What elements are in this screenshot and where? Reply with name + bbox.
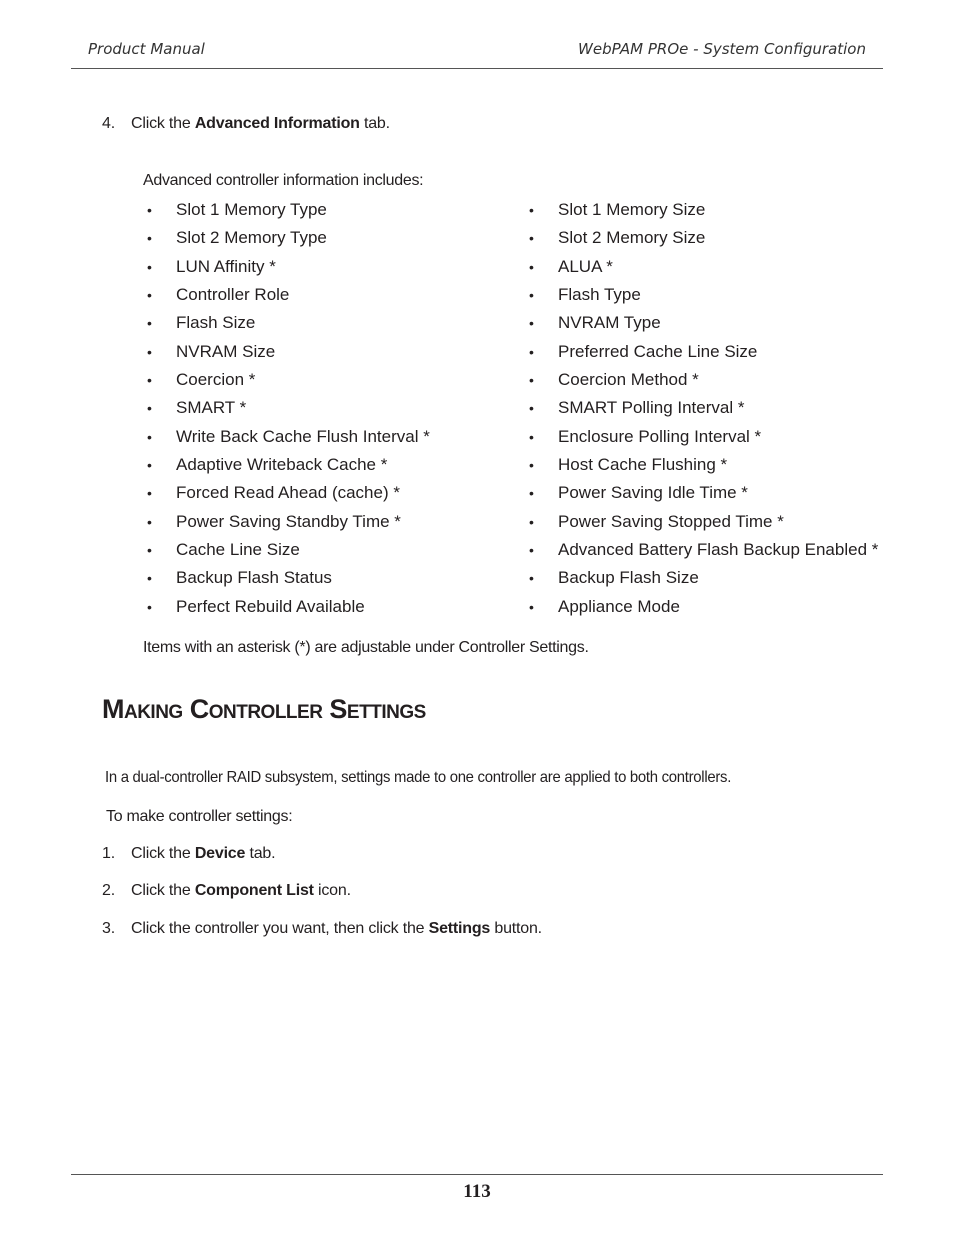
bullet-icon: •	[529, 513, 534, 530]
step-text-post: icon.	[313, 882, 351, 899]
footer-rule	[71, 1174, 883, 1175]
bullet-icon: •	[147, 542, 152, 559]
list-item-text: Coercion *	[176, 370, 256, 390]
bullet-icon: •	[529, 372, 534, 389]
step-number: 2.	[102, 882, 115, 899]
list-item-text: SMART *	[176, 398, 247, 418]
list-item-text: Slot 2 Memory Size	[558, 228, 706, 248]
step-text-bold: Device	[194, 845, 246, 862]
header-rule	[71, 68, 883, 69]
step-number: 3.	[102, 920, 115, 937]
asterisk-note: Items with an asterisk (*) are adjustable under Controller Settings.	[143, 639, 589, 656]
intro-text: Advanced controller information includes:	[143, 172, 424, 189]
bullet-icon: •	[147, 570, 152, 587]
step-text-bold: Advanced Information	[194, 115, 360, 132]
bullet-icon: •	[529, 428, 534, 445]
bullet-icon: •	[529, 598, 534, 615]
step-text-pre: Click the	[131, 845, 195, 862]
list-item-text: Flash Type	[558, 285, 641, 305]
list-item-text: Backup Flash Status	[176, 568, 332, 588]
bullet-icon: •	[529, 485, 534, 502]
list-item-text: Coercion Method *	[558, 370, 699, 390]
bullet-icon: •	[529, 570, 534, 587]
list-item-text: Slot 1 Memory Size	[558, 200, 706, 219]
section-paragraph: In a dual-controller RAID subsystem, settings made to one controller are applied to both controllers.	[105, 769, 732, 786]
step-number: 4.	[102, 115, 115, 132]
bullet-icon: •	[529, 287, 534, 304]
list-item-text: NVRAM Size	[176, 341, 276, 361]
bullet-icon: •	[147, 457, 152, 474]
bullet-icon: •	[147, 428, 152, 445]
bullet-icon: •	[147, 230, 152, 247]
running-header-left: Product Manual	[88, 40, 205, 58]
list-item-text: Forced Read Ahead (cache) *	[176, 483, 400, 503]
bullet-icon: •	[529, 230, 534, 247]
page-number: 113	[463, 1181, 491, 1202]
list-item-text: Appliance Mode	[558, 596, 680, 616]
bullet-icon: •	[529, 315, 534, 332]
list-item-text: Advanced Battery Flash Backup Enabled *	[558, 540, 879, 560]
list-item-text: Perfect Rebuild Available	[176, 596, 365, 616]
list-item-text: NVRAM Type	[558, 313, 661, 333]
bullet-icon: •	[529, 400, 534, 417]
step-text-post: button.	[490, 920, 542, 937]
bullet-icon: •	[529, 343, 534, 360]
list-item-text: Flash Size	[176, 313, 256, 333]
list-item-text: Slot 2 Memory Type	[176, 228, 327, 248]
step-text-bold: Settings	[428, 920, 491, 937]
list-item-text: LUN Affinity *	[176, 256, 276, 276]
bullet-icon: •	[529, 258, 534, 275]
bullet-icon: •	[529, 202, 534, 218]
list-item-text: SMART Polling Interval *	[558, 398, 745, 418]
list-item-text: Power Saving Idle Time *	[558, 483, 748, 503]
step-text-post: tab.	[359, 115, 390, 132]
list-item-text: Power Saving Standby Time *	[176, 511, 401, 531]
bullet-icon: •	[147, 315, 152, 332]
list-item-text: Controller Role	[176, 285, 290, 305]
list-item-text: Host Cache Flushing *	[558, 455, 728, 475]
step-text-pre: Click the	[131, 882, 195, 899]
bullet-icon: •	[147, 258, 152, 275]
step-number: 1.	[102, 845, 115, 862]
step-text-pre: Click the	[131, 115, 195, 132]
bullet-icon: •	[147, 202, 152, 218]
running-header-right: WebPAM PROe - System Configuration	[578, 40, 866, 58]
step-text-bold: Component List	[194, 882, 314, 899]
step-text	[131, 845, 275, 863]
step-text	[131, 920, 542, 938]
list-item-text: Write Back Cache Flush Interval *	[176, 426, 430, 446]
list-item-text: Power Saving Stopped Time *	[558, 511, 784, 531]
bullet-icon: •	[147, 400, 152, 417]
step-text	[131, 115, 390, 133]
list-item-text: Slot 1 Memory Type	[176, 200, 327, 219]
list-item-text: ALUA *	[558, 256, 613, 276]
list-item-text: Preferred Cache Line Size	[558, 341, 758, 361]
section-paragraph-lead: To make controller settings:	[106, 808, 293, 825]
list-item-text: Backup Flash Size	[558, 568, 699, 588]
list-item-text: Enclosure Polling Interval *	[558, 426, 762, 446]
list-item-text: Adaptive Writeback Cache *	[176, 455, 388, 475]
bullet-icon: •	[147, 598, 152, 615]
step-text-post: tab.	[245, 845, 276, 862]
step-text-pre: Click the controller you want, then click the	[131, 920, 429, 937]
bullet-icon: •	[147, 372, 152, 389]
step-text	[131, 882, 351, 900]
section-heading: Making Controller Settings	[102, 694, 426, 724]
bullet-icon: •	[529, 542, 534, 559]
bullet-icon: •	[147, 287, 152, 304]
bullet-icon: •	[529, 457, 534, 474]
bullet-icon: •	[147, 485, 152, 502]
list-item-text: Cache Line Size	[176, 540, 300, 560]
bullet-icon: •	[147, 513, 152, 530]
bullet-icon: •	[147, 343, 152, 360]
